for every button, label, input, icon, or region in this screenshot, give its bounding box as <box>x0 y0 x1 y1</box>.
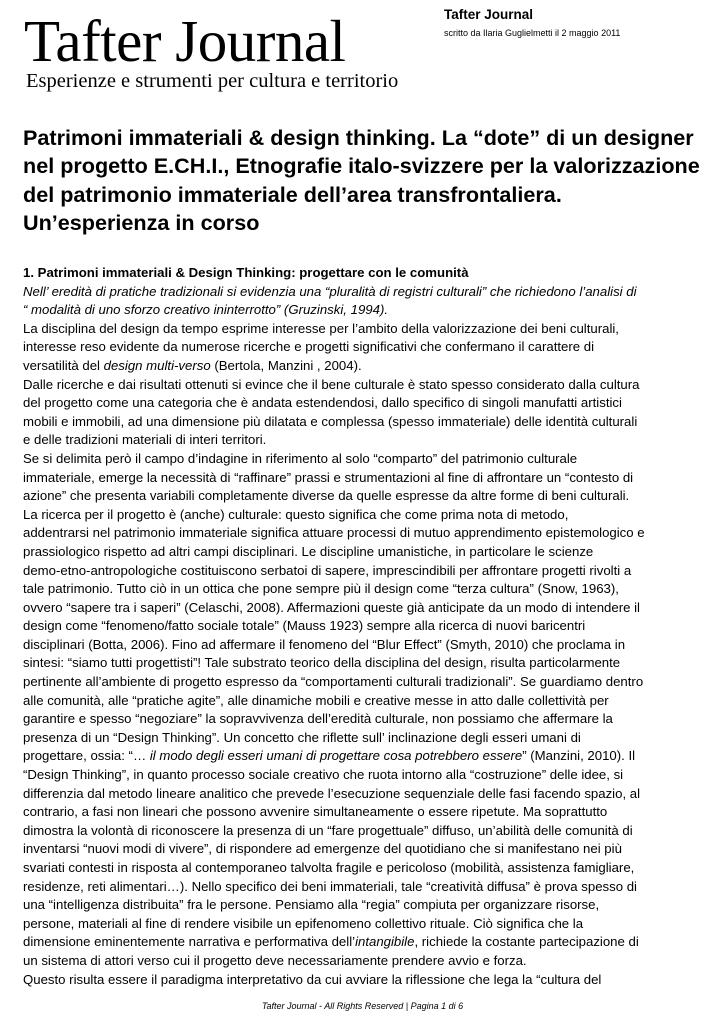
section-heading: 1. Patrimoni immateriali & Design Thinking: progettare con le comunità <box>23 265 469 280</box>
logo-title: Tafter Journal <box>24 8 346 74</box>
body-line: demo-etno-antropologiche costituiscono serbatoi di sapere, imprescindibili per affrontare progetti rivolti a <box>23 562 632 578</box>
article-body <box>23 264 713 989</box>
body-line: azione” che presenta variabili completamente diverse da quelle espresse da altre forme di beni culturali. <box>23 488 630 504</box>
body-line: Nell’ eredità di pratiche tradizionali si evidenzia una “pluralità di registri culturali” che richiedono l’analisi di <box>23 283 637 299</box>
body-line: alle comunità, alle “pratiche agite”, alle dinamiche mobili e creative messe in atto dalle collettività per <box>23 692 609 708</box>
body-line: residenze, reti alimentari…). Nello specifico dei beni immateriali, tale “creatività diffusa” è prova spesso di <box>23 878 637 894</box>
body-line: svariati contesti in risposta al contemporaneo talvolta fragile e pericoloso (mobilità, assistenza famigliare, <box>23 860 635 875</box>
body-line: sintesi: “siamo tutti progettisti”! Tale substrato teorico della disciplina del design, risulta particolarmente <box>23 655 621 671</box>
body-line: presenza di un “Design Thinking”. Un concetto che riflette sull’ inclinazione degli esseri umani di <box>23 729 581 745</box>
logo-subtitle: Esperienze e strumenti per cultura e territorio <box>26 70 399 92</box>
journal-name: Tafter Journal <box>444 7 534 22</box>
body-line: persone, materiali al fine di rendere visibile un epifenomeno collettivo rituale. Ciò significa che la <box>23 915 584 931</box>
body-line: La disciplina del design da tempo esprime interesse per l’ambito della valorizzazione dei beni culturali, <box>23 320 619 336</box>
body-line: ovvero “sapere tra i saperi” (Celaschi, 2008). Affermazioni queste già anticipate da un modo di intendere il <box>23 599 640 615</box>
body-line: disciplinari (Botta, 2006). Fino ad affermare il fenomeno del “Blur Effect” (Smyth, 2010) che proclama in <box>23 636 626 652</box>
byline: scritto da Ilaria Guglielmetti il 2 maggio 2011 <box>444 28 621 38</box>
title-line: nel progetto E.CH.I., Etnografie italo-svizzere per la valorizzazione <box>23 153 700 179</box>
page-header <box>444 6 620 40</box>
body-line: addentrarsi nel patrimonio immateriale significa attuare processi di mutuo apprendimento epistemologico e <box>23 525 645 541</box>
body-line: versatilità del design multi-verso (Bertola, Manzini , 2004). <box>23 357 362 373</box>
body-line: “ modalità di uno sforzo creativo ininterrotto” (Gruzinski, 1994). <box>23 302 389 318</box>
body-line: garantire e spesso “negoziare” la sopravvivenza dell’eredità culturale, non possiamo che affermare la <box>23 711 613 727</box>
body-line: pertinente all’ambiente di progetto espresso da “comportamenti culturali tradizionali”. Se guardiamo dentro <box>23 674 644 690</box>
body-line: inventarsi “nuovi modi di vivere”, di rispondere ad emergenze del quotidiano che si manifestano nei più <box>23 841 622 857</box>
title-line: del patrimonio immateriale dell’area transfrontaliera. <box>23 181 562 207</box>
body-line: interesse reso evidente da numerose ricerche e progetti significativi che confermano il carattere di <box>23 339 595 355</box>
body-line: dimostra la volontà di riconoscere la presenza di un “fare progettuale” diffuso, un’abilità delle comunità di <box>23 822 633 838</box>
body-line: differenzia dal metodo lineare analitico che prevede l’esecuzione sequenziale delle fasi facendo spazio, al <box>23 785 641 801</box>
title-line: Patrimoni immateriali & design thinking. La “dote” di un designer <box>23 125 694 150</box>
body-line: un sistema di attori verso cui il progetto deve necessariamente prendere avvio e forza. <box>23 952 527 968</box>
article-title <box>23 124 713 238</box>
body-line: mobili e immobili, ad una dimensione più dilatata e complessa (spesso immateriale) delle identità culturali <box>23 413 638 429</box>
body-line: La ricerca per il progetto è (anche) culturale: questo significa che come prima nota di metodo, <box>23 506 569 522</box>
body-line: progettare, ossia: “… il modo degli esseri umani di progettare cosa potrebbero essere” (Manzini, 2010). Il <box>23 748 636 764</box>
body-line: del progetto come una categoria che è andata estendendosi, dallo specifico di singoli manufatti artistici <box>23 395 622 411</box>
body-line: contrario, a fasi non lineari che possono avvenire simultaneamente o essere ripetute. Ma soprattutto <box>23 804 608 820</box>
page-footer: Tafter Journal - All Rights Reserved | Pagina 1 di 6 <box>261 1001 464 1011</box>
body-line: prassiologico rispetto ad altri campi disciplinari. Le discipline umanistiche, in particolare le scienze <box>23 543 594 559</box>
title-line: Un’esperienza in corso <box>23 210 260 236</box>
body-line: dimensione eminentemente narrativa e performativa dell’intangibile, richiede la costante partecipazione di <box>23 934 639 950</box>
body-line: design come “fenomeno/fatto sociale totale” (Mauss 1923) sempre alla ricerca di nuovi baricentri <box>23 618 586 634</box>
body-line: e delle tradizioni materiali di interi territori. <box>23 432 267 448</box>
body-line: immateriale, emerge la necessità di “raffinare” prassi e strumentazioni al fine di affrontare un “contesto di <box>23 469 634 485</box>
journal-logo <box>24 6 419 96</box>
body-line: Questo risulta essere il paradigma interpretativo da cui avviare la riflessione che lega la “cultura del <box>23 971 602 987</box>
body-line: “Design Thinking”, in quanto processo sociale creativo che ruota intorno alla “costruzione” delle idee, si <box>23 767 624 783</box>
body-line: una “intelligenza distribuita” fra le persone. Pensiamo alla “regia” compiuta per organizzare risorse, <box>23 897 600 913</box>
body-line: Se si delimita però il campo d’indagine in riferimento al solo “comparto” del patrimonio culturale <box>23 450 578 466</box>
body-line: Dalle ricerche e dai risultati ottenuti si evince che il bene culturale è stato spesso considerato dalla cultura <box>23 376 640 392</box>
body-line: tale patrimonio. Tutto ciò in un ottica che pone sempre più il design come “terza cultura” (Snow, 1963), <box>23 581 619 597</box>
